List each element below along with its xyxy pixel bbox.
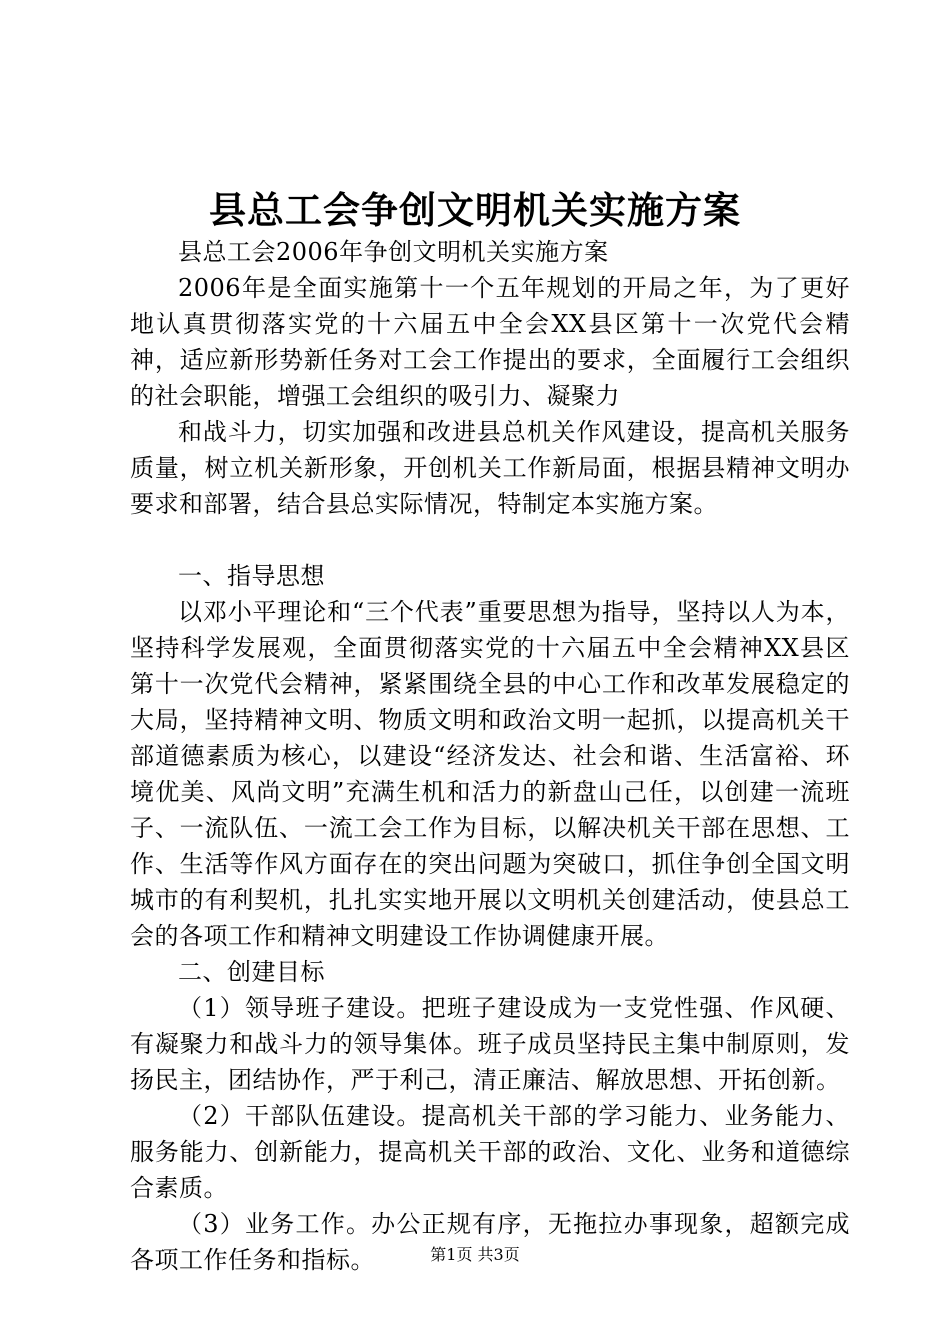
paragraph-spacer — [130, 522, 850, 558]
page-footer: 第1页 共3页 — [430, 1245, 520, 1264]
paragraph-goal-business: （3）业务工作。办公正规有序，无拖拉办事现象，超额完成各项工作任务和指标。 — [130, 1210, 850, 1274]
document-title: 县总工会争创文明机关实施方案 — [209, 188, 741, 232]
paragraph-goal-leadership: （1）领导班子建设。把班子建设成为一支党性强、作风硬、有凝聚力和战斗力的领导集体。班子成员坚持民主集中制原则，发扬民主，团结协作，严于利己，清正廉洁、解放思想、开拓创新。 — [130, 994, 850, 1094]
paragraph-intro-continued: 和战斗力，切实加强和改进县总机关作风建设，提高机关服务质量，树立机关新形象，开创机关工作新局面，根据县精神文明办要求和部署，结合县总实际情况，特制定本实施方案。 — [130, 418, 850, 518]
paragraph-guiding-thought: 以邓小平理论和“三个代表”重要思想为指导，坚持以人为本，坚持科学发展观，全面贯彻落实党的十六届五中全会精神XX县区第十一次党代会精神，紧紧围绕全县的中心工作和改革发展稳定的大局，坚持精神文明、物质文明和政治文明一起抓，以提高机关干部道德素质为核心，以建设“经济发达、社会和谐、生活富裕、环境优美、风尚文明”充满生机和活力的新盘山己任，以创建一流班子、一流队伍、一流工会工作为目标，以解决机关干部在思想、工作、生活等作风方面存在的突出问题为突破口，抓住争创全国文明城市的有利契机，扎扎实实地开展以文明机关创建活动，使县总工会的各项工作和精神文明建设工作协调健康开展。 — [130, 598, 850, 950]
section-heading-goals: 二、创建目标 — [178, 958, 325, 986]
paragraph-goal-staff: （2）干部队伍建设。提高机关干部的学习能力、业务能力、服务能力、创新能力，提高机关干部的政治、文化、业务和道德综合素质。 — [130, 1102, 850, 1202]
paragraph-subtitle: 县总工会2006年争创文明机关实施方案 — [178, 238, 609, 266]
section-heading-guiding-thought: 一、指导思想 — [178, 562, 325, 590]
document-body — [130, 234, 850, 1278]
paragraph-intro: 2006年是全面实施第十一个五年规划的开局之年，为了更好地认真贯彻落实党的十六届五中全会XX县区第十一次党代会精神，适应新形势新任务对工会工作提出的要求，全面履行工会组织的社会职能，增强工会组织的吸引力、凝聚力 — [130, 274, 850, 410]
